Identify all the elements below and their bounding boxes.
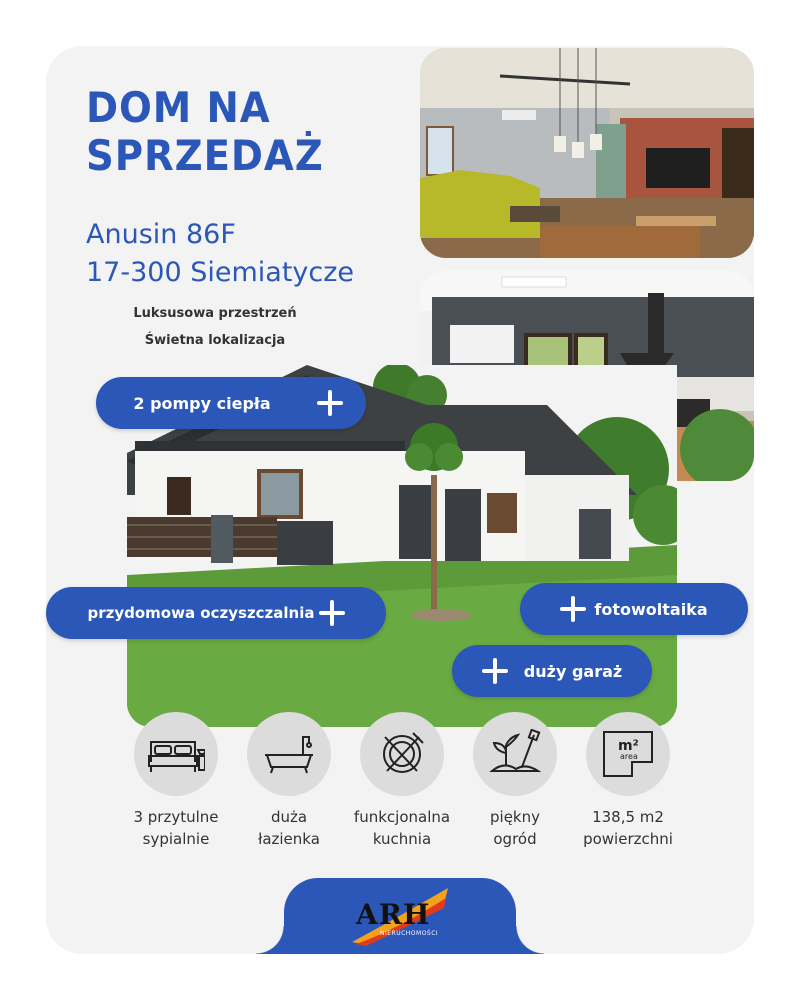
plate-cutlery-icon <box>360 712 444 796</box>
property-address <box>86 216 354 292</box>
garage-label: duży garaż <box>523 661 623 681</box>
plus-icon <box>317 390 343 416</box>
area-value: 138,5 m2 <box>592 808 664 826</box>
title-line-1: DOM NA <box>86 83 271 132</box>
address-city: 17-300 Siemiatycze <box>86 257 355 288</box>
garden-icon <box>473 712 557 796</box>
bathroom-text: łazienka <box>258 830 320 848</box>
kitchen-adjective: funkcjonalna <box>353 808 451 826</box>
sewage-plant-label: przydomowa oczyszczalnia <box>87 604 315 622</box>
address-street: Anusin 86F <box>86 219 236 250</box>
bedrooms-text: sypialnie <box>142 830 210 848</box>
garden-adjective: piękny <box>490 808 540 826</box>
bathtub-icon <box>247 712 331 796</box>
heat-pumps-badge <box>96 377 366 429</box>
garden-text: ogród <box>493 830 537 848</box>
plus-icon <box>482 658 508 684</box>
tagline <box>110 300 320 354</box>
bed-icon <box>134 712 218 796</box>
living-room-photo <box>420 48 754 258</box>
bathroom-size: duża <box>270 808 308 826</box>
garage-badge <box>452 645 652 697</box>
logo-text: ARH <box>356 898 431 931</box>
sewage-plant-badge <box>46 587 386 639</box>
area-text: powierzchni <box>583 830 673 848</box>
logo-subtitle: NIERUCHOMOŚCI <box>380 930 439 937</box>
heat-pumps-label: 2 pompy ciepła <box>133 393 271 413</box>
page-title <box>86 84 324 180</box>
bedrooms-count: 3 przytulne <box>133 808 219 826</box>
kitchen-text: kuchnia <box>372 830 432 848</box>
tagline-location: Świetna lokalizacja <box>144 333 286 348</box>
area-badge-sub: area <box>620 752 638 761</box>
photovoltaics-badge <box>520 583 748 635</box>
plus-icon <box>560 596 586 622</box>
agency-logo <box>346 884 456 948</box>
area-label <box>558 806 698 850</box>
photovoltaics-label: fotowoltaika <box>594 599 708 619</box>
tagline-luxury: Luksusowa przestrzeń <box>133 306 297 321</box>
plus-icon <box>319 600 345 626</box>
area-badge-main: m² <box>618 738 639 754</box>
title-line-2: SPRZEDAŻ <box>86 131 324 180</box>
area-icon <box>586 712 670 796</box>
